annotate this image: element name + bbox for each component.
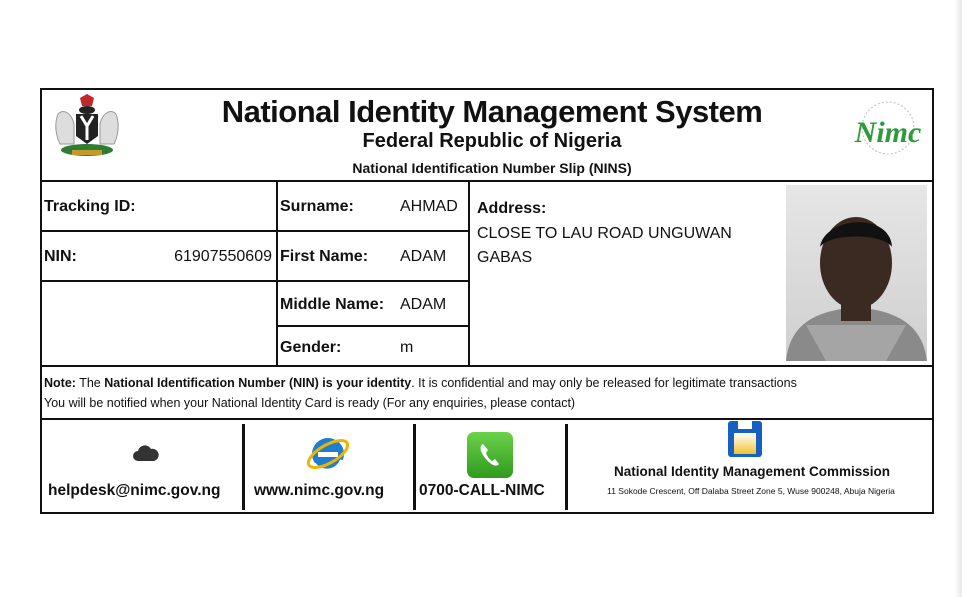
org-name: National Identity Management Commission bbox=[613, 464, 891, 479]
org-address: 11 Sokode Crescent, Off Dalaba Street Zone 5, Wuse 900248, Abuja Nigeria bbox=[607, 486, 895, 496]
footer bbox=[40, 418, 934, 514]
surname-value: AHMAD bbox=[400, 198, 458, 215]
note-section bbox=[40, 365, 934, 420]
internet-explorer-icon bbox=[304, 432, 352, 481]
middle-name-value: ADAM bbox=[400, 296, 447, 313]
nin-value: 61907550609 bbox=[174, 248, 272, 265]
tracking-id-cell bbox=[40, 180, 278, 232]
floppy-disk-icon bbox=[728, 421, 762, 457]
nin-label: NIN: bbox=[44, 248, 77, 265]
photo bbox=[786, 185, 927, 361]
first-name-value: ADAM bbox=[400, 248, 447, 265]
page-title: National Identity Management System bbox=[221, 94, 763, 129]
first-name-cell bbox=[276, 230, 470, 282]
email-link[interactable]: helpdesk@nimc.gov.ng bbox=[48, 482, 221, 499]
first-name-label: First Name: bbox=[280, 248, 369, 265]
tracking-id-label: Tracking ID: bbox=[44, 198, 136, 215]
note-pre: The bbox=[79, 376, 101, 390]
surname-label: Surname: bbox=[280, 198, 354, 215]
gender-cell bbox=[276, 325, 470, 367]
middle-name-label: Middle Name: bbox=[280, 296, 385, 313]
coat-of-arms-icon bbox=[50, 94, 124, 160]
surname-cell bbox=[276, 180, 470, 232]
note-prefix: Note: bbox=[44, 376, 76, 390]
cloud-icon bbox=[132, 444, 160, 467]
phone-number[interactable]: 0700-CALL-NIMC bbox=[419, 482, 545, 499]
nimc-logo bbox=[848, 98, 928, 160]
gender-label: Gender: bbox=[280, 339, 342, 356]
empty-cell bbox=[40, 280, 278, 367]
nin-cell bbox=[40, 230, 278, 282]
page-edge bbox=[954, 0, 962, 597]
note-line-1 bbox=[44, 373, 797, 393]
phone-icon bbox=[467, 432, 513, 478]
middle-name-cell bbox=[276, 280, 470, 327]
svg-text:Nimc: Nimc bbox=[854, 116, 922, 149]
website-link[interactable]: www.nimc.gov.ng bbox=[254, 482, 385, 499]
note-rest: . It is confidential and may only be released for legitimate transactions bbox=[411, 376, 797, 390]
address-cell bbox=[468, 180, 934, 367]
subtitle: Federal Republic of Nigeria bbox=[362, 130, 622, 152]
nin-slip bbox=[40, 88, 934, 514]
gender-value: m bbox=[400, 339, 414, 356]
slip-title: National Identification Number Slip (NINS) bbox=[352, 160, 632, 176]
address-value: CLOSE TO LAU ROAD UNGUWAN GABAS bbox=[477, 225, 732, 266]
note-line-2: You will be notified when your National Identity Card is ready (For any enquiries, please contact) bbox=[44, 396, 576, 410]
note-bold: National Identification Number (NIN) is your identity bbox=[104, 376, 412, 390]
address-label: Address: bbox=[477, 200, 547, 217]
